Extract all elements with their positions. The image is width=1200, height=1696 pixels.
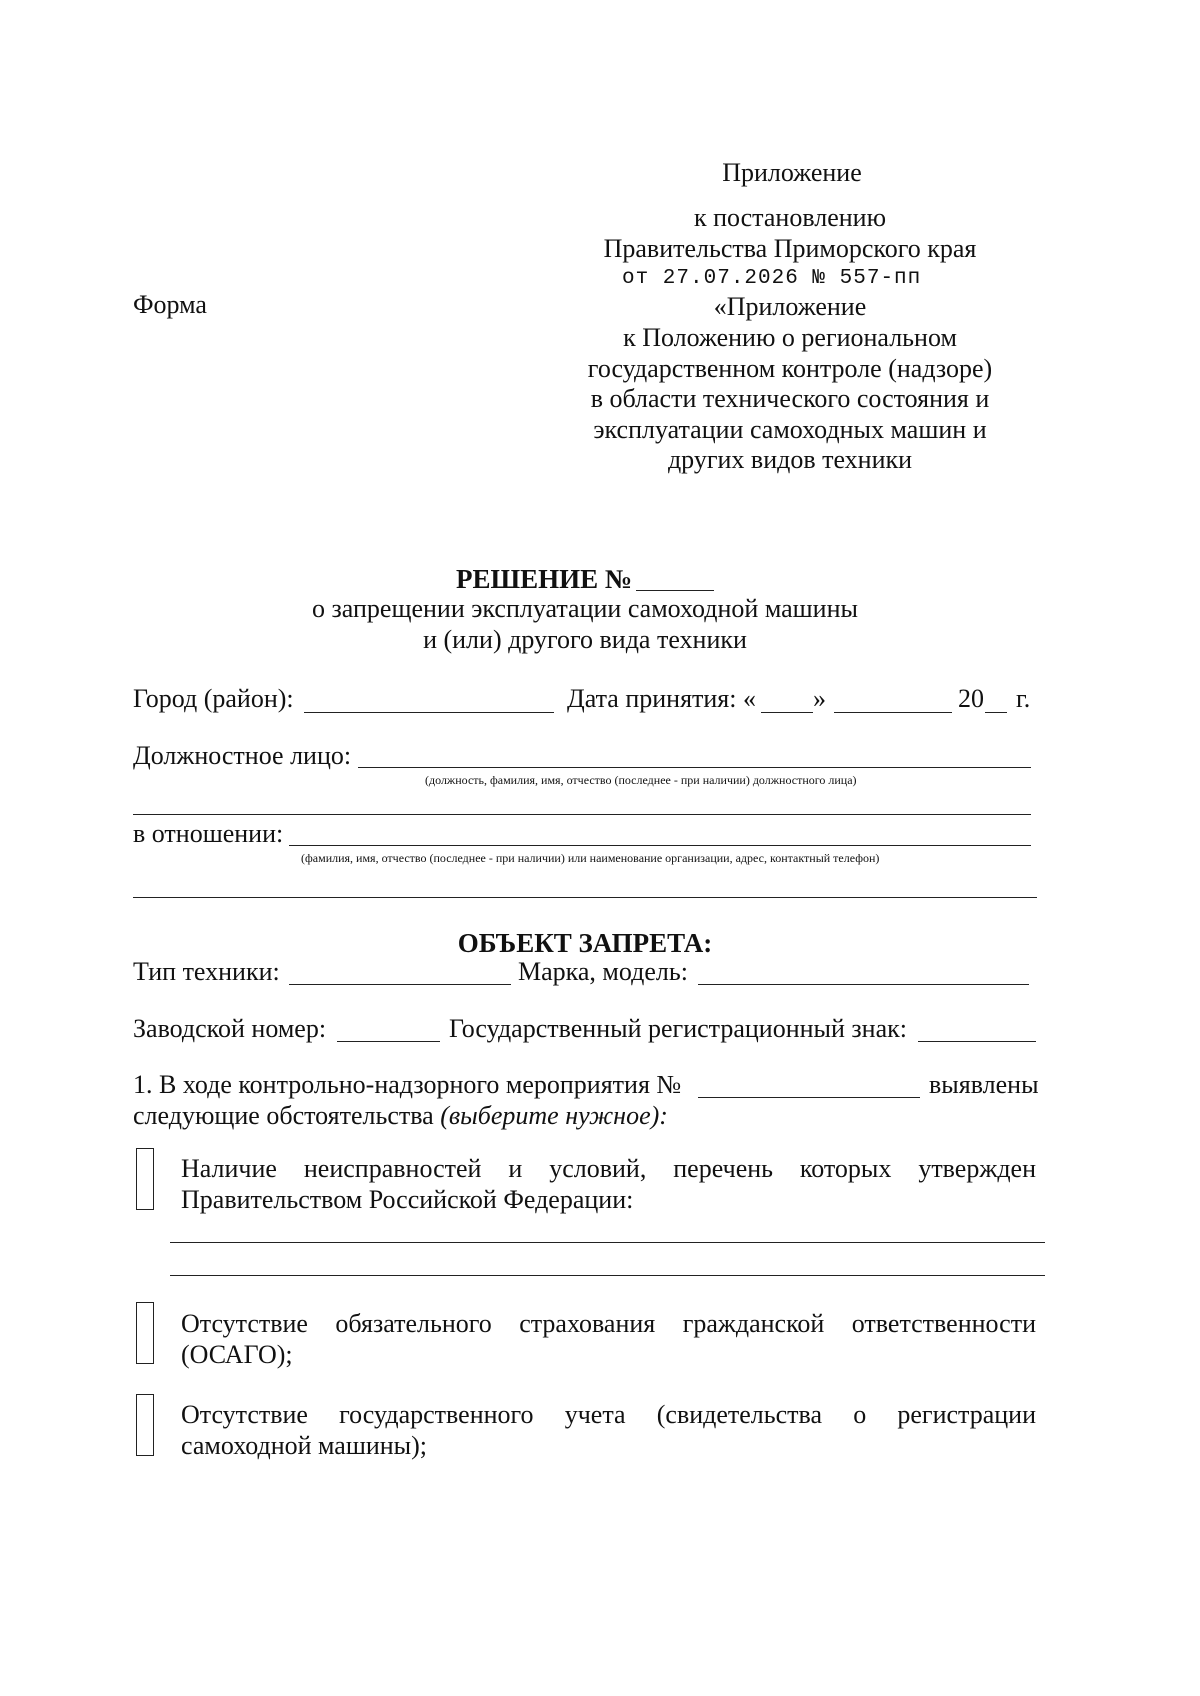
official-field-continuation[interactable] [133, 814, 1031, 815]
brand-model-label: Марка, модель: [518, 957, 688, 986]
decision-heading: РЕШЕНИЕ № [456, 564, 633, 594]
regarding-field-continuation[interactable] [133, 897, 1037, 898]
option-1-details-field-1[interactable] [170, 1242, 1045, 1243]
option-1-line-1: Наличие неисправностей и условий, перечень которых утвержден [181, 1154, 1036, 1183]
government-name: Правительства Приморского края [603, 234, 977, 263]
equipment-type-label: Тип техники: [133, 957, 280, 986]
option-1-line-2: Правительством Российской Федерации: [181, 1185, 634, 1214]
regarding-field[interactable] [289, 845, 1031, 846]
to-resolution: к постановлению [693, 203, 887, 232]
regulation-line-4: эксплуатации самоходных машин и [593, 415, 987, 444]
decision-subtitle-2: и (или) другого вида техники [423, 625, 747, 654]
date-label: Дата принятия: « [567, 684, 756, 713]
appendix-quoted: «Приложение [713, 292, 867, 321]
option-2-line-2: (ОСАГО); [181, 1340, 293, 1369]
regulation-line-1: к Положению о региональном [623, 323, 957, 352]
date-quote-close: » [813, 684, 826, 713]
item1-line2-plain: следующие обстоятельства [133, 1101, 441, 1130]
item1-line2 [133, 1100, 668, 1132]
city-field[interactable] [304, 712, 554, 713]
event-number-field[interactable] [698, 1097, 920, 1098]
appendix-title: Приложение [722, 158, 862, 187]
item1-text-1: 1. В ходе контрольно-надзорного мероприятия № [133, 1070, 682, 1099]
regulation-line-2: государственном контроле (надзоре) [587, 354, 993, 383]
option-3-line-1: Отсутствие государственного учета (свидетельства о регистрации [181, 1400, 1036, 1429]
option-1-details-field-2[interactable] [170, 1275, 1045, 1276]
option-3-checkbox[interactable] [136, 1394, 154, 1456]
decision-number-field[interactable] [636, 590, 714, 591]
decision-subtitle-1: о запрещении эксплуатации самоходной машины [312, 594, 858, 623]
object-heading: ОБЪЕКТ ЗАПРЕТА: [457, 928, 713, 958]
item1-text-2: выявлены [929, 1070, 1039, 1099]
official-hint: (должность, фамилия, имя, отчество (последнее - при наличии) должностного лица) [425, 773, 857, 787]
option-2-checkbox[interactable] [136, 1302, 154, 1364]
year-suffix: г. [1016, 684, 1031, 713]
equipment-type-field[interactable] [289, 984, 511, 985]
official-label: Должностное лицо: [133, 741, 352, 770]
item1-line2-italic: (выберите нужное): [440, 1101, 668, 1130]
date-year-field[interactable] [985, 712, 1007, 713]
date-month-field[interactable] [834, 712, 952, 713]
regarding-label: в отношении: [133, 819, 284, 848]
serial-number-label: Заводской номер: [133, 1014, 327, 1043]
serial-number-field[interactable] [337, 1041, 440, 1042]
registration-plate-field[interactable] [918, 1041, 1036, 1042]
date-day-field[interactable] [761, 712, 813, 713]
city-label: Город (район): [133, 684, 294, 713]
year-prefix: 20 [958, 684, 984, 713]
registration-plate-label: Государственный регистрационный знак: [449, 1014, 907, 1043]
regulation-line-3: в области технического состояния и [590, 384, 990, 413]
brand-model-field[interactable] [698, 984, 1029, 985]
form-label: Форма [133, 290, 207, 319]
resolution-date-number: от 27.07.2026 № 557-пп [622, 267, 922, 290]
option-3-line-2: самоходной машины); [181, 1431, 428, 1460]
regarding-hint: (фамилия, имя, отчество (последнее - при наличии) или наименование организации, адрес, контактный телефон) [301, 851, 880, 865]
option-2-line-1: Отсутствие обязательного страхования гражданской ответственности [181, 1309, 1036, 1338]
option-1-checkbox[interactable] [136, 1148, 154, 1210]
regulation-line-5: других видов техники [667, 445, 913, 474]
official-field[interactable] [358, 767, 1031, 768]
